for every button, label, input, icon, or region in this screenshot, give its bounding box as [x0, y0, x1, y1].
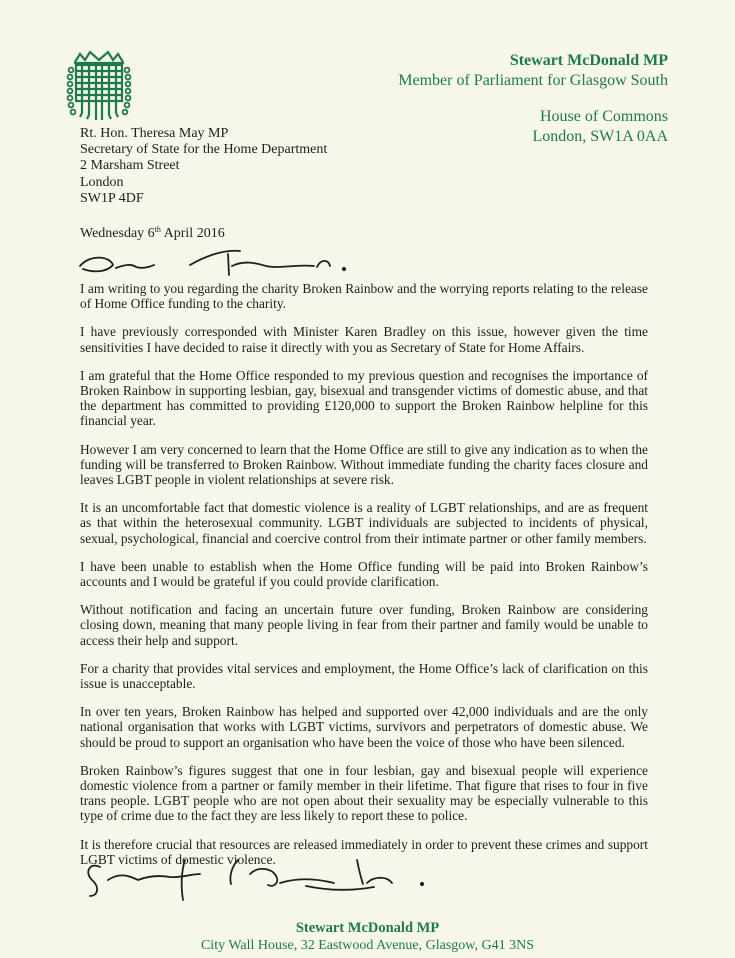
body-paragraph: I have been unable to establish when the Home Office funding will be paid into Broken Rainbow’s accounts and I would be grateful if you could provide clarification. — [80, 558, 648, 590]
footer-name: Stewart McDonald MP — [295, 920, 440, 936]
body-paragraph: It is an uncomfortable fact that domestic violence is a reality of LGBT relationships, and are as frequent as that within the heterosexual community. LGBT individuals are subjected to incidents of physical, sexual, psychological, financial and coercive control from their intimate partner or other family members. — [80, 500, 648, 546]
recipient-line-4: London — [80, 174, 124, 190]
sender-address-line-2: London, SW1A 0AA — [532, 128, 668, 145]
recipient-line-3: 2 Marsham Street — [80, 158, 180, 174]
handwritten-salutation — [74, 242, 364, 278]
body-paragraph: I am grateful that the Home Office responded to my previous question and recognises the importance of Broken Rainbow in supporting lesbian, gay, bisexual and transgender victims of domestic abuse, and that the department has committed to providing £120,000 to support the Broken Rainbow helpline for this financial year. — [80, 367, 648, 429]
date-rest: April 2016 — [160, 226, 225, 241]
date-suffix: th — [154, 225, 161, 234]
portcullis-icon — [66, 50, 132, 122]
recipient-line-1: Rt. Hon. Theresa May MP — [80, 126, 229, 141]
sender-role: Member of Parliament for Glasgow South — [398, 72, 668, 89]
sender-block — [398, 51, 668, 147]
sender-name: Stewart McDonald MP — [509, 52, 668, 69]
body-paragraph: In over ten years, Broken Rainbow has helped and supported over 42,000 individuals and are the only national organisation that works with LGBT victims, survivors and perpetrators of domestic abuse. We should be proud to support an organisation who have been the voice of those who have been silenced. — [80, 704, 648, 750]
body-paragraph: For a charity that provides vital services and employment, the Home Office’s lack of clarification on this issue is unacceptable. — [80, 660, 648, 692]
body-paragraph: I have previously corresponded with Minister Karen Bradley on this issue, however given the time sensitivities I have decided to raise it directly with you as Secretary of State for Home Affairs. — [80, 324, 648, 355]
letter-body — [80, 281, 648, 880]
body-paragraph: Broken Rainbow’s figures suggest that one in four lesbian, gay and bisexual people will experience domestic violence from a partner or family member in their lifetime. That figure that rises to four in five trans people. LGBT people who are not open about their sexuality may be especially vulnerable to this type of crime due to the fact they are less likely to report these to police. — [80, 762, 648, 824]
body-paragraph: It is therefore crucial that resources are released immediately in order to prevent these crimes and support LGBT victims of domestic violence. — [80, 836, 648, 867]
letter-footer — [0, 919, 735, 955]
recipient-line-5: SW1P 4DF — [80, 190, 144, 206]
sender-address-line-1: House of Commons — [540, 108, 668, 125]
body-paragraph: Without notification and facing an uncertain future over funding, Broken Rainbow are considering closing down, meaning that many people living in fear from their partner and family would be unable to access their help and support. — [80, 602, 648, 648]
body-paragraph: I am writing to you regarding the charity Broken Rainbow and the worrying reports relating to the release of Home Office funding to the charity. — [80, 281, 648, 312]
sender-spacer — [398, 91, 668, 107]
footer-address: City Wall House, 32 Eastwood Avenue, Glasgow, G41 3NS — [200, 938, 535, 953]
recipient-line-2: Secretary of State for the Home Department — [80, 142, 328, 158]
body-paragraph: However I am very concerned to learn that the Home Office are still to give any indication as to when the funding will be transferred to Broken Rainbow. Without immediate funding the charity faces closure and leaves LGBT people in violent relationships at severe risk. — [80, 441, 648, 488]
letter-date — [80, 226, 225, 242]
recipient-address — [80, 126, 327, 207]
date-prefix: Wednesday 6 — [80, 226, 155, 241]
handwritten-signature — [82, 852, 442, 904]
